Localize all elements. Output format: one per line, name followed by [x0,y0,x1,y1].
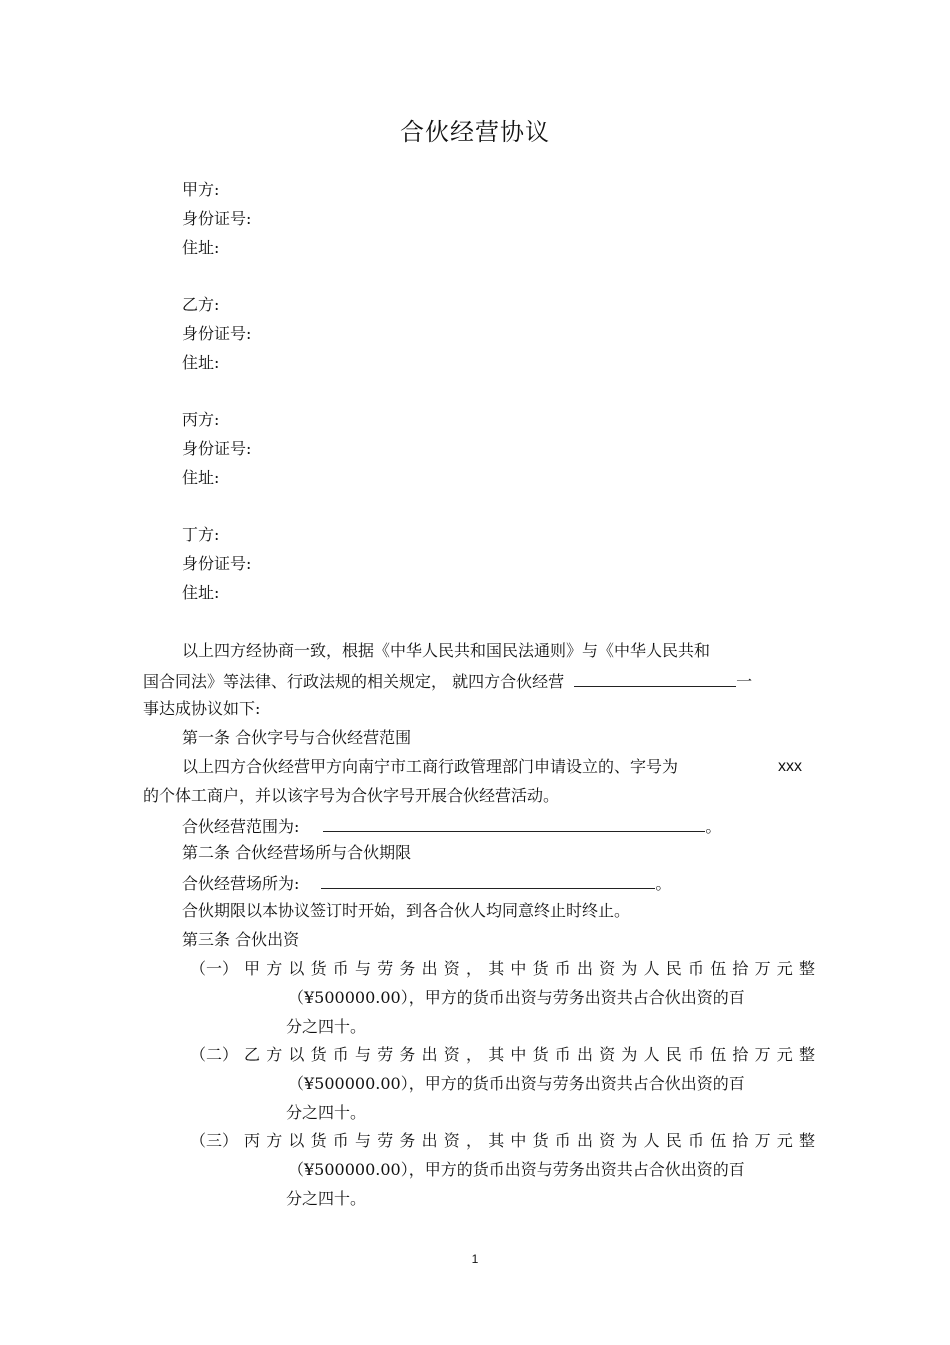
contribution-item-2-line-1: 乙方以货币与劳务出资，其中货币出资为人民币伍拾万元整 [244,1045,822,1064]
business-scope-blank-field[interactable] [323,815,705,832]
party-c-id-label: 身份证号: [182,439,252,458]
business-scope-end: 。 [705,817,722,836]
contribution-item-2-line-3: 分之四十。 [286,1103,367,1122]
party-a-name-label: 甲方: [182,180,220,199]
business-blank-field[interactable] [574,670,736,687]
preamble-line-3: 事达成协议如下: [143,699,261,718]
contribution-item-3-line-3: 分之四十。 [286,1189,367,1208]
preamble-line-1: 以上四方经协商一致，根据《中华人民共和国民法通则》与《中华人民共和 [182,641,711,660]
contribution-item-3-line-1: 丙方以货币与劳务出资，其中货币出资为人民币伍拾万元整 [244,1131,822,1150]
article-1-paragraph-line-1 [182,757,802,777]
article-1-paragraph-line-2: 的个体工商户，并以该字号为合伙字号开展合伙经营活动。 [143,786,560,805]
document-title: 合伙经营协议 [400,118,550,146]
business-scope-line [182,815,721,837]
party-a-address-label: 住址: [182,238,220,257]
business-place-line [182,872,671,894]
party-d-id-label: 身份证号: [182,554,252,573]
contribution-item-2-line-2: （¥500000.00），甲方的货币出资与劳务出资共占合伙出资的百 [288,1074,745,1093]
business-place-blank-field[interactable] [321,872,655,889]
page-number: 1 [471,1252,479,1266]
party-c-address-label: 住址: [182,468,220,487]
party-d-address-label: 住址: [182,583,220,602]
business-scope-label: 合伙经营范围为: [182,817,300,836]
party-a-id-label: 身份证号: [182,209,252,228]
contribution-item-1-line-2: （¥500000.00），甲方的货币出资与劳务出资共占合伙出资的百 [288,988,745,1007]
article-1-text: 以上四方合伙经营甲方向南宁市工商行政管理部门申请设立的、字号为 [182,757,679,776]
partnership-term: 合伙期限以本协议签订时开始，到各合伙人均同意终止时终止。 [182,901,631,920]
preamble-line-2-end: 一 [736,672,753,691]
business-name-placeholder: xxx [778,758,802,775]
party-b-address-label: 住址: [182,353,220,372]
contribution-item-1-number: （一） [190,959,239,978]
party-b-name-label: 乙方: [182,295,220,314]
article-1-heading: 第一条 合伙字号与合伙经营范围 [182,728,412,747]
article-3-heading: 第三条 合伙出资 [182,930,300,949]
contribution-item-1-line-1: 甲方以货币与劳务出资，其中货币出资为人民币伍拾万元整 [244,959,822,978]
preamble-line-2 [143,670,752,692]
article-2-heading: 第二条 合伙经营场所与合伙期限 [182,843,412,862]
contribution-item-3-line-2: （¥500000.00），甲方的货币出资与劳务出资共占合伙出资的百 [288,1160,745,1179]
business-place-end: 。 [655,874,672,893]
contribution-item-1-line-3: 分之四十。 [286,1017,367,1036]
party-d-name-label: 丁方: [182,525,220,544]
preamble-line-2-text: 国合同法》等法律、行政法规的相关规定， 就四方合伙经营 [143,672,565,691]
contribution-item-2-number: （二） [190,1045,239,1064]
party-c-name-label: 丙方: [182,410,220,429]
party-b-id-label: 身份证号: [182,324,252,343]
contribution-item-3-number: （三） [190,1131,239,1150]
business-place-label: 合伙经营场所为: [182,874,300,893]
